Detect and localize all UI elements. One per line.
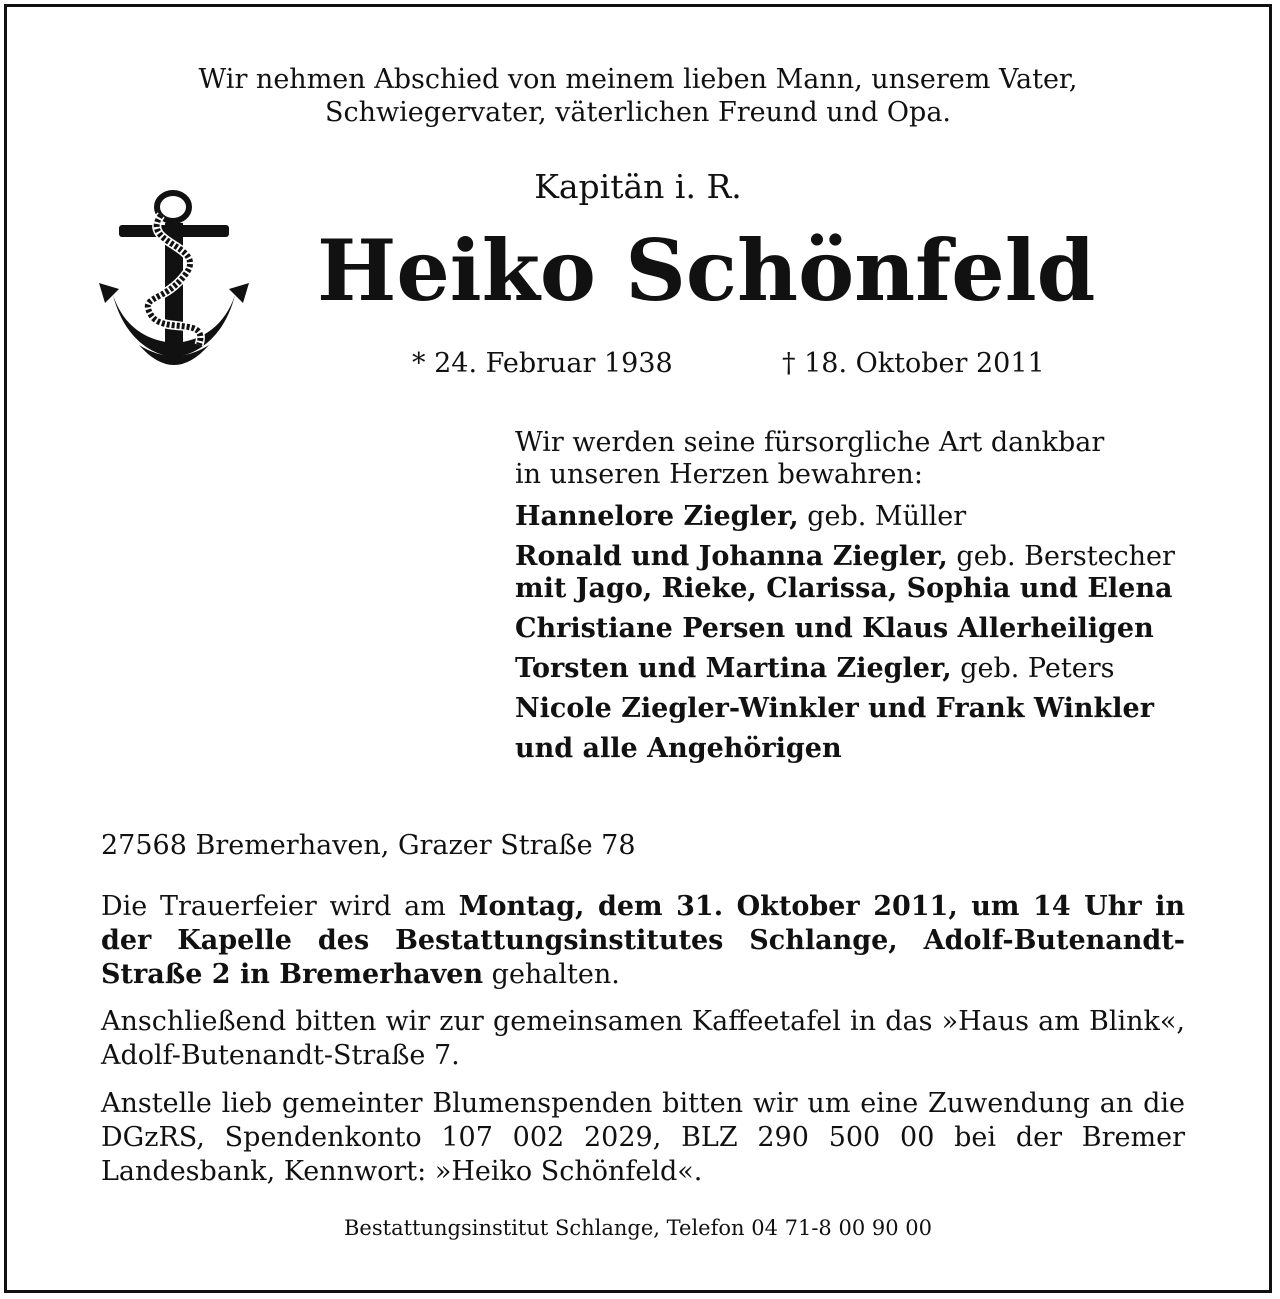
donation-paragraph: Anstelle lieb gemeinter Blumenspenden bitten wir um eine Zuwendung an die DGzRS, Spendenkonto 107 002 2029, BLZ 290 500 00 bei der Bremer Landesbank, Kennwort: »Heiko Schönfeld«. bbox=[101, 1088, 1185, 1187]
mourners-lead bbox=[515, 427, 1195, 491]
mourner-maiden-name: geb. Berstecher bbox=[947, 541, 1175, 572]
mourners-lead-line-1: Wir werden seine fürsorgliche Art dankbar bbox=[515, 427, 1105, 458]
mourner-name: Hannelore Ziegler, bbox=[515, 501, 799, 532]
mourner-name: Nicole Ziegler-Winkler und Frank Winkler bbox=[515, 693, 1154, 724]
mourner-children: mit Jago, Rieke, Clarissa, Sophia und Elena bbox=[515, 573, 1173, 604]
deceased-name: Heiko Schönfeld bbox=[317, 221, 1096, 320]
obituary-notice bbox=[4, 4, 1272, 1293]
reception-paragraph: Anschließend bitten wir zur gemeinsamen Kaffeetafel in das »Haus am Blink«, Adolf-Butenandt-Straße 7. bbox=[101, 1006, 1185, 1071]
home-address: 27568 Bremerhaven, Grazer Straße 78 bbox=[101, 830, 636, 861]
mourner-entry bbox=[515, 733, 1195, 765]
birth-date: * 24. Februar 1938 bbox=[412, 348, 673, 379]
intro-line-2: Schwiegervater, väterlichen Freund und Opa. bbox=[324, 97, 951, 128]
mourner-entry bbox=[515, 613, 1195, 645]
intro-text bbox=[7, 63, 1269, 129]
service-outro: gehalten. bbox=[483, 959, 620, 990]
mourner-entry bbox=[515, 653, 1195, 685]
deceased-title: Kapitän i. R. bbox=[534, 167, 742, 206]
mourner-name: Torsten und Martina Ziegler, bbox=[515, 653, 952, 684]
funeral-home-footer: Bestattungsinstitut Schlange, Telefon 04 71-8 00 90 00 bbox=[344, 1216, 932, 1240]
mourner-entry bbox=[515, 693, 1195, 725]
mourner-name: und alle Angehörigen bbox=[515, 733, 842, 764]
anchor-with-rope-icon bbox=[99, 185, 259, 385]
mourners-block bbox=[515, 427, 1195, 773]
service-intro: Die Trauerfeier wird am bbox=[101, 891, 459, 922]
funeral-service-paragraph bbox=[101, 890, 1185, 992]
mourner-entry bbox=[515, 501, 1195, 533]
intro-line-1: Wir nehmen Abschied von meinem lieben Mann, unserem Vater, bbox=[198, 64, 1078, 95]
mourner-maiden-name: geb. Müller bbox=[798, 501, 967, 532]
mourner-name: Ronald und Johanna Ziegler, bbox=[515, 541, 948, 572]
mourner-name: Christiane Persen und Klaus Allerheiligen bbox=[515, 613, 1154, 644]
mourner-entry bbox=[515, 541, 1195, 605]
mourner-maiden-name: geb. Peters bbox=[951, 653, 1115, 684]
mourners-lead-line-2: in unseren Herzen bewahren: bbox=[515, 459, 923, 490]
death-date: † 18. Oktober 2011 bbox=[782, 348, 1045, 379]
service-details: Montag, dem 31. Oktober 2011, um 14 Uhr in der Kapelle des Bestattungsinstitutes Schlange, Adolf-Butenandt-Straße 2 in Bremerhaven bbox=[101, 891, 1186, 990]
